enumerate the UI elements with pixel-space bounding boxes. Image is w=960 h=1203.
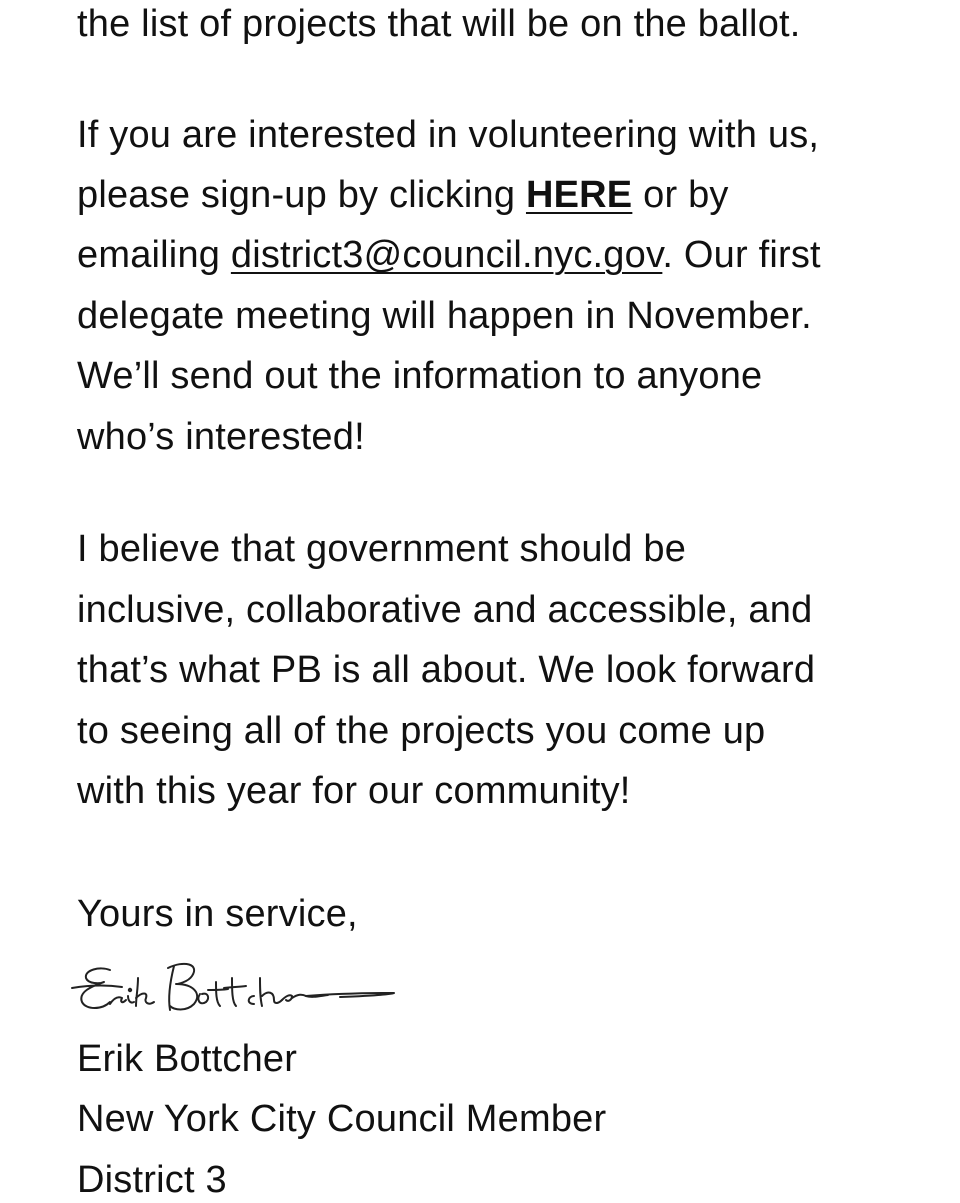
paragraph-3-line-1: I believe that government should be xyxy=(77,528,687,570)
closing-text: Yours in service, xyxy=(77,893,358,935)
paragraph-2-line-2 xyxy=(77,172,729,218)
paragraph-2-line-1: If you are interested in volunteering with us, xyxy=(77,114,820,156)
paragraph-2-line-3 xyxy=(77,232,821,278)
paragraph-2-line-4: delegate meeting will happen in November. xyxy=(77,295,812,337)
paragraph-3-line-4: to seeing all of the projects you come up xyxy=(77,710,766,752)
signup-here-link[interactable]: HERE xyxy=(525,174,633,216)
email-link[interactable]: district3@council.nyc.gov xyxy=(230,234,663,276)
paragraph-1-line-1: the list of projects that will be on the ballot. xyxy=(77,3,801,45)
signer-name: Erik Bottcher xyxy=(77,1038,298,1080)
paragraph-2-line-5: We’ll send out the information to anyone xyxy=(77,355,763,397)
handwritten-signature xyxy=(70,952,410,1034)
paragraph-3-line-5: with this year for our community! xyxy=(77,770,631,812)
paragraph-3-line-2: inclusive, collaborative and accessible, and xyxy=(77,589,813,631)
signup-text-before: please sign-up by clicking xyxy=(77,174,526,216)
email-text-before: emailing xyxy=(77,234,231,276)
signup-text-after: or by xyxy=(632,174,729,216)
signer-title: New York City Council Member xyxy=(77,1098,607,1140)
paragraph-2-line-6: who’s interested! xyxy=(77,416,365,458)
paragraph-3-line-3: that’s what PB is all about. We look forward xyxy=(77,649,816,691)
signer-district: District 3 xyxy=(77,1159,227,1201)
email-text-after: . Our first xyxy=(662,234,821,276)
